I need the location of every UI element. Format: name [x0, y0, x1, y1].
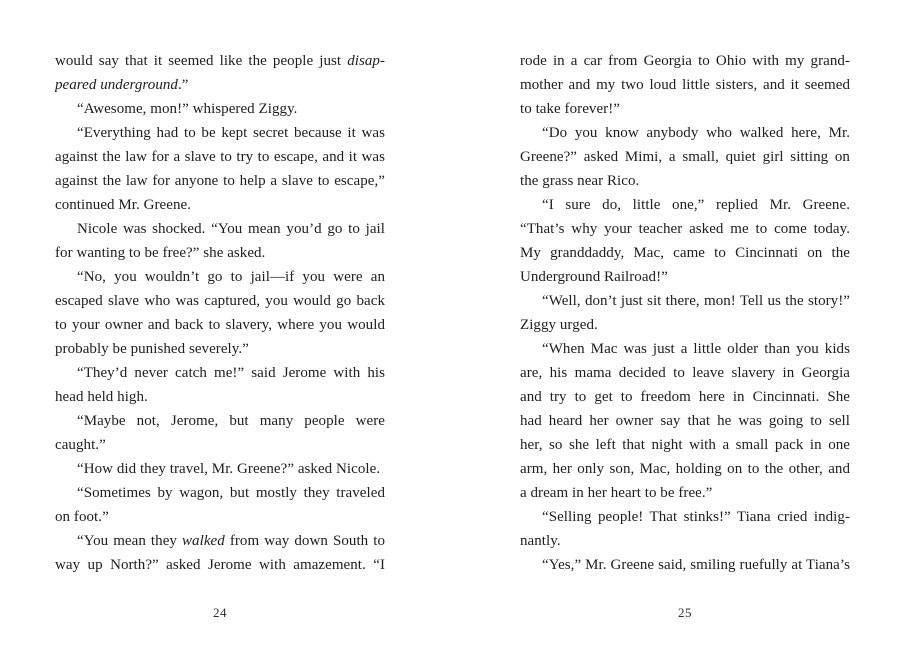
text-line: escaped slave who was captured, you would go back — [55, 293, 385, 309]
text-line: arm, her only son, Mac, holding on to the other, and — [520, 461, 850, 477]
text-line: rode in a car from Georgia to Ohio with my grand- — [520, 53, 850, 69]
text-line: Nicole was shocked. “You mean you’d go to jail — [77, 221, 385, 237]
text-line: way up North?” asked Jerome with amazement. “I — [55, 557, 385, 573]
text-line: “When Mac was just a little older than you kids — [542, 341, 850, 357]
text-line: mother and my two loud little sisters, and it seemed — [520, 77, 850, 93]
text-line: “No, you wouldn’t go to jail—if you were an — [77, 269, 385, 285]
text-line: continued Mr. Greene. — [55, 197, 192, 213]
text-line: “Awesome, mon!” whispered Ziggy. — [77, 101, 298, 117]
text-line: her, so she left that night with a small pack in one — [520, 437, 850, 453]
text-line: “How did they travel, Mr. Greene?” asked Nicole. — [77, 461, 381, 477]
text-line: to your owner and back to slavery, where you would — [55, 317, 385, 333]
page-number: 25 — [678, 605, 692, 620]
text-line: had heard her owner say that he was going to sell — [520, 413, 850, 429]
text-line: peared underground.” — [55, 77, 189, 93]
text-line: “Maybe not, Jerome, but many people were — [77, 413, 385, 429]
italic-text: walked — [182, 533, 225, 549]
text-line: head held high. — [55, 389, 148, 405]
text-line: “Do you know anybody who walked here, Mr. — [542, 125, 850, 141]
text-line: “They’d never catch me!” said Jerome with his — [77, 365, 385, 381]
text-line: are, his mama decided to leave slavery in Georgia — [520, 365, 850, 381]
text-line: “Everything had to be kept secret because it was — [77, 125, 385, 141]
text-line: caught.” — [55, 437, 106, 453]
book-page-left — [55, 49, 385, 639]
text-line: My granddaddy, Mac, came to Cincinnati on the — [520, 245, 850, 261]
text-line: would say that it seemed like the people just disap- — [55, 53, 385, 69]
text-line: “Yes,” Mr. Greene said, smiling ruefully at Tiana’s — [542, 557, 850, 573]
text-line: “I sure do, little one,” replied Mr. Greene. — [542, 197, 850, 213]
text-line: a dream in her heart to be free.” — [520, 485, 713, 501]
text-line: the grass near Rico. — [520, 173, 640, 189]
text-line: “That’s why your teacher asked me to come today. — [520, 221, 850, 237]
text-line: Greene?” asked Mimi, a small, quiet girl sitting on — [520, 149, 850, 165]
text-line: against the law for anyone to help a slave to escape,” — [55, 173, 385, 189]
text-line: Ziggy urged. — [520, 317, 598, 333]
text-lines — [520, 49, 850, 577]
text-line: “You mean they walked from way down South to — [77, 533, 385, 549]
text-line: and try to get to freedom here in Cincinnati. She — [520, 389, 850, 405]
text-line: “Selling people! That stinks!” Tiana cried indig- — [542, 509, 850, 525]
text-line: Underground Railroad!” — [520, 269, 668, 285]
text-line: for wanting to be free?” she asked. — [55, 245, 266, 261]
text-line: probably be punished severely.” — [55, 341, 249, 357]
text-line: “Well, don’t just sit there, mon! Tell us the story!” — [542, 293, 850, 309]
text-line: on foot.” — [55, 509, 109, 525]
text-lines — [55, 49, 385, 577]
text-line: nantly. — [520, 533, 561, 549]
italic-text: disap- — [347, 53, 385, 69]
book-page-right — [520, 49, 850, 639]
text-line: to take forever!” — [520, 101, 620, 117]
italic-text: peared underground — [55, 77, 178, 93]
text-line: against the law for a slave to try to escape, and it was — [55, 149, 385, 165]
page-number: 24 — [213, 605, 227, 620]
text-line: “Sometimes by wagon, but mostly they traveled — [77, 485, 385, 501]
